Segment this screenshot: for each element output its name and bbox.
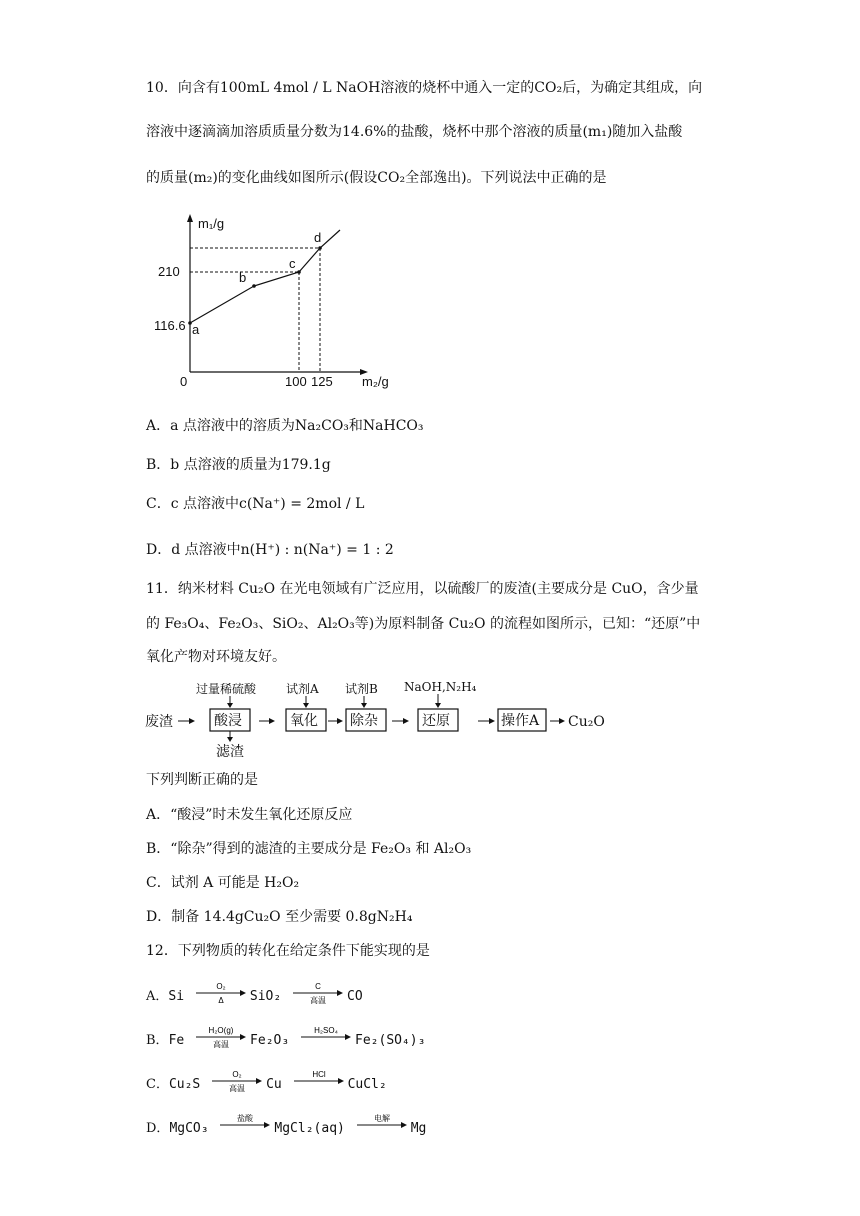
q12-option-c: C．Cu₂S O₂ 高温 Cu HCl CuCl₂	[146, 1070, 387, 1093]
q11-flowchart	[140, 680, 620, 764]
flow-step-purify-label: 除杂	[350, 713, 378, 729]
flow-product: Cu₂O	[568, 714, 605, 730]
reagent-reducer: NaOH,N₂H₄	[404, 680, 477, 694]
point-c-label: c	[289, 256, 296, 271]
q10-option-c: C．c 点溶液中c(Na⁺) = 2mol / L	[146, 496, 365, 512]
q10-option-d: D．d 点溶液中n(H⁺) : n(Na⁺) = 1 : 2	[146, 542, 394, 558]
svg-text:O₂: O₂	[216, 982, 226, 991]
q10-option-b: B．b 点溶液的质量为179.1g	[146, 457, 331, 473]
svg-text:C: C	[315, 982, 321, 991]
reagent-acid: 过量稀硫酸	[196, 682, 257, 696]
q11-prompt: 下列判断正确的是	[146, 772, 258, 788]
x-tick-100: 100	[285, 374, 307, 389]
svg-text:H₂O(g): H₂O(g)	[208, 1026, 234, 1035]
svg-text:H₂SO₄: H₂SO₄	[314, 1026, 338, 1035]
q11-option-b: B．“除杂”得到的滤渣的主要成分是 Fe₂O₃ 和 Al₂O₃	[146, 841, 472, 857]
flow-step-op-label: 操作A	[501, 713, 540, 729]
y-tick-210: 210	[158, 264, 180, 279]
svg-text:电解: 电解	[373, 1114, 390, 1123]
flow-step-reduce-label: 还原	[422, 713, 450, 729]
svg-text:高温: 高温	[229, 1084, 246, 1093]
flow-start: 废渣	[145, 714, 173, 730]
point-d	[318, 246, 322, 250]
x-tick-0: 0	[180, 374, 188, 389]
point-d-label: d	[314, 230, 322, 245]
svg-text:盐酸: 盐酸	[237, 1114, 254, 1123]
svg-text:O₂: O₂	[232, 1070, 242, 1079]
point-a-label: a	[192, 322, 200, 337]
q10-line1: 10．向含有100mL 4mol / L NaOH溶液的烧杯中通入一定的CO₂后，为确定其组成，向	[146, 80, 703, 96]
y-tick-116: 116.6	[154, 318, 186, 333]
y-axis-label: m₁/g	[198, 216, 225, 231]
q10-line3: 的质量(m₂)的变化曲线如图所示(假设CO₂全部逸出)。下列说法中正确的是	[146, 170, 607, 186]
svg-text:高温: 高温	[213, 1040, 230, 1049]
q11-line1: 11．纳米材料 Cu₂O 在光电领域有广泛应用，以硫酸厂的废渣(主要成分是 CuO，含少量	[146, 581, 699, 597]
q10-option-a: A．a 点溶液中的溶质为Na₂CO₃和NaHCO₃	[146, 418, 424, 434]
q11-line3: 氧化产物对环境友好。	[146, 649, 286, 665]
svg-text:HCl: HCl	[311, 1070, 326, 1079]
q10-line2: 溶液中逐滴滴加溶质质量分数为14.6%的盐酸，烧杯中那个溶液的质量(m₁)随加入盐酸	[146, 124, 683, 140]
x-tick-125: 125	[311, 374, 333, 389]
svg-text:高温: 高温	[310, 996, 327, 1005]
x-axis-label: m₂/g	[362, 374, 389, 389]
q12-option-a: A．Si O₂ Δ SiO₂ C 高温 CO	[146, 982, 363, 1005]
q12-option-b: B．Fe H₂O(g) 高温 Fe₂O₃ H₂SO₄ Fe₂(SO₄)₃	[146, 1026, 426, 1049]
reagent-a: 试剂A	[286, 682, 319, 696]
q12-option-d: D．MgCO₃ 盐酸 MgCl₂(aq) 电解 Mg	[146, 1114, 427, 1136]
point-c	[297, 270, 301, 274]
reagent-b: 试剂B	[345, 682, 378, 696]
y-axis-arrow	[187, 214, 193, 222]
q12-stem: 12．下列物质的转化在给定条件下能实现的是	[146, 943, 430, 959]
q11-option-a: A．“酸浸”时未发生氧化还原反应	[146, 807, 353, 823]
q11-option-c: C．试剂 A 可能是 H₂O₂	[146, 875, 300, 891]
q11-line2: 的 Fe₃O₄、Fe₂O₃、SiO₂、Al₂O₃等)为原料制备 Cu₂O 的流程如图所示，已知：“还原”中	[146, 616, 701, 632]
point-b-label: b	[239, 270, 247, 285]
svg-text:Δ: Δ	[218, 996, 224, 1005]
point-b	[252, 284, 256, 288]
flow-residue: 滤渣	[216, 744, 244, 760]
flow-step-acid-label: 酸浸	[214, 713, 242, 729]
q11-option-d: D．制备 14.4gCu₂O 至少需要 0.8gN₂H₄	[146, 909, 413, 925]
q10-chart	[154, 210, 408, 390]
flow-step-oxid-label: 氧化	[290, 713, 318, 729]
